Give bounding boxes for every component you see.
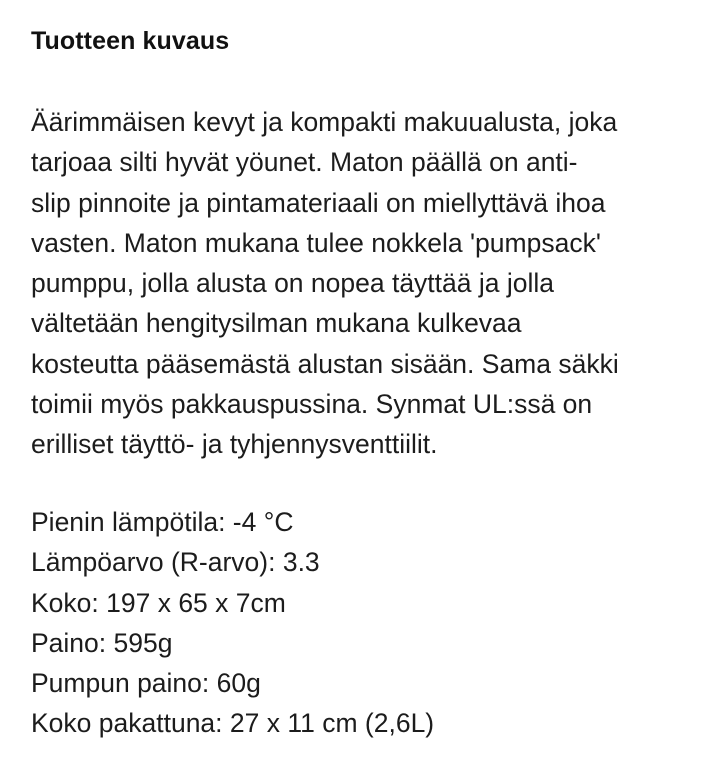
description-line: toimii myös pakkauspussina. Synmat UL:ssä on (31, 389, 593, 420)
description-line: kosteutta pääsemästä alustan sisään. Sama säkki (31, 348, 619, 379)
spec-size: Koko: 197 x 65 x 7cm (31, 587, 286, 618)
spec-r-value: Lämpöarvo (R-arvo): 3.3 (31, 547, 320, 578)
description-line: tarjoaa silti hyvät yöunet. Maton päällä on anti- (31, 147, 578, 178)
description-text (31, 102, 701, 465)
section-heading: Tuotteen kuvaus (31, 27, 230, 55)
spec-packed-size: Koko pakattuna: 27 x 11 cm (2,6L) (31, 708, 435, 739)
description-line: vältetään hengitysilman mukana kulkevaa (31, 308, 522, 339)
description-line: pumppu, jolla alusta on nopea täyttää ja jolla (31, 268, 554, 299)
description-line: erilliset täyttö- ja tyhjennysventtiilit. (31, 429, 438, 460)
spec-min-temperature: Pienin lämpötila: -4 °C (31, 507, 294, 537)
spec-weight: Paino: 595g (31, 627, 173, 658)
spec-pump-weight: Pumpun paino: 60g (31, 668, 261, 699)
description-line: slip pinnoite ja pintamateriaali on miellyttävä ihoa (31, 187, 606, 218)
description-line: vasten. Maton mukana tulee nokkela 'pumpsack' (31, 227, 601, 258)
description-line: Äärimmäisen kevyt ja kompakti makuualusta, joka (31, 107, 618, 137)
spec-list (31, 502, 701, 744)
